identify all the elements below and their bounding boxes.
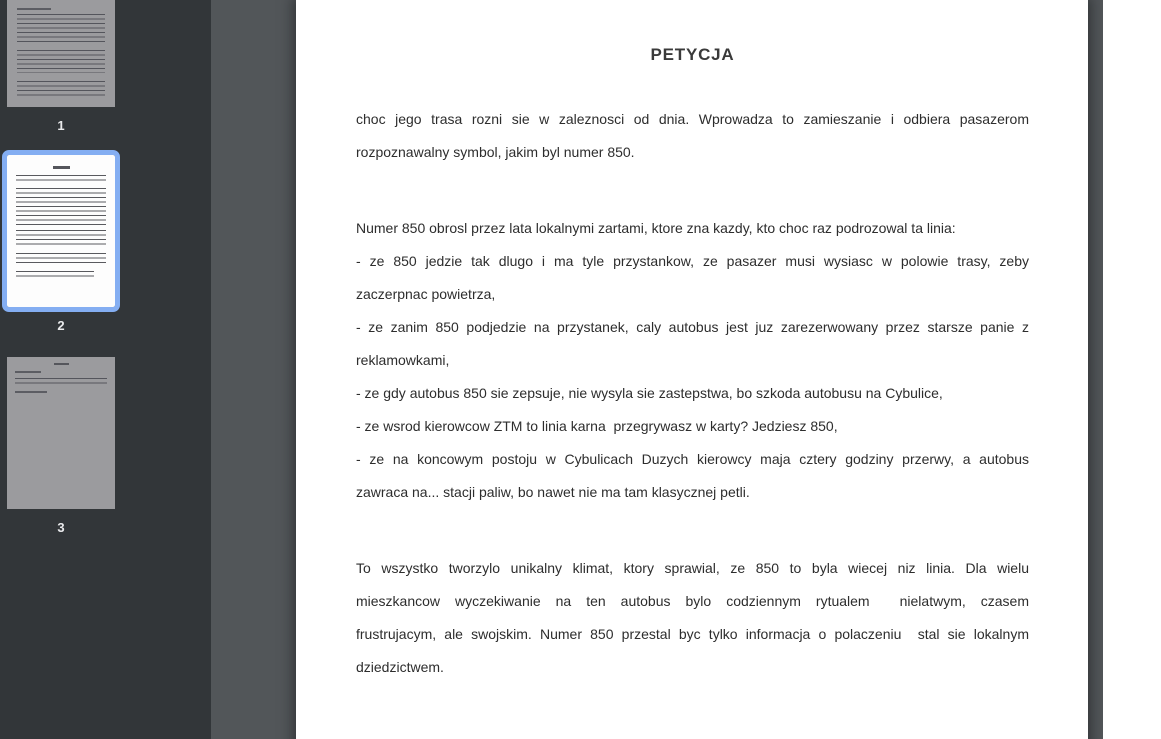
thumbnail-text-lines xyxy=(17,50,105,73)
page-thumbnail-3-preview xyxy=(7,357,115,509)
thumbnail-list xyxy=(7,0,115,536)
document-viewer-area[interactable] xyxy=(211,0,1103,739)
page-thumbnail-2[interactable] xyxy=(7,155,115,334)
thumbnail-text-lines xyxy=(15,378,107,385)
document-paragraph xyxy=(356,212,1029,509)
document-line: - ze zanim 850 podjedzie na przystanek, caly autobus jest juz zarezerwowany przez starsze panie z xyxy=(356,319,1029,335)
page-number-label-3: 3 xyxy=(57,520,65,535)
document-line: choc jego trasa rozni sie w zaleznosci od dnia. Wprowadza to zamieszanie i odbiera pasazerom xyxy=(356,111,1029,127)
document-line: To wszystko tworzylo unikalny klimat, ktory sprawial, ze 850 to byla wiecej niz linia. Dla wielu xyxy=(356,560,1029,576)
document-paragraph xyxy=(356,103,1029,169)
document-line: - ze 850 jedzie tak dlugo i ma tyle przystankow, ze pasazer musi wysiasc w polowie trasy, zeby xyxy=(356,253,1029,269)
document-line: reklamowkami, xyxy=(356,352,450,368)
document-line: mieszkancow wyczekiwanie na ten autobus bylo codziennym rytualem nielatwym, czasem xyxy=(356,593,1029,609)
thumbnail-text-lines xyxy=(16,188,106,225)
page-thumbnail-3[interactable] xyxy=(7,357,115,536)
thumbnail-text-lines xyxy=(17,0,105,3)
document-line: - ze gdy autobus 850 sie zepsuje, nie wysyla sie zastepstwa, bo szkoda autobusu na Cybulice, xyxy=(356,385,943,401)
document-paragraph xyxy=(356,552,1029,684)
page-number-label-2: 2 xyxy=(57,318,65,333)
document-line: dziedzictwem. xyxy=(356,659,444,675)
outside-window-area xyxy=(1103,0,1161,739)
document-body xyxy=(356,103,1029,684)
thumbnail-text-lines xyxy=(16,271,94,279)
thumbnail-text-lines xyxy=(17,14,105,42)
thumbnail-text-lines xyxy=(17,8,51,10)
document-line: rozpoznawalny symbol, jakim byl numer 850. xyxy=(356,144,635,160)
document-line: Numer 850 obrosl przez lata lokalnymi zartami, ktore zna kazdy, kto choc raz podrozowal ta linia: xyxy=(356,220,956,236)
thumbnail-text-lines xyxy=(17,81,105,97)
document-line: zawraca na... stacji paliw, bo nawet nie ma tam klasycznej petli. xyxy=(356,484,750,500)
page-thumbnail-2-preview xyxy=(7,155,115,307)
page-thumbnail-1[interactable] xyxy=(7,0,115,134)
document-line: frustrujacym, ale swojskim. Numer 850 przestal byc tylko informacja o polaczeniu stal sie lokalnym xyxy=(356,626,1029,642)
document-title: PETYCJA xyxy=(650,45,735,64)
thumbnail-text-lines xyxy=(15,391,47,393)
document-page-content xyxy=(296,0,1088,684)
document-line: - ze na koncowym postoju w Cybulicach Duzych kierowcy maja cztery godziny przerwy, a autobus xyxy=(356,451,1029,467)
thumbnail-sidebar[interactable] xyxy=(0,0,211,739)
document-page[interactable] xyxy=(296,0,1088,739)
page-thumbnail-1-preview xyxy=(7,0,115,107)
thumbnail-text-lines xyxy=(16,230,106,247)
document-line: - ze wsrod kierowcow ZTM to linia karna przegrywasz w karty? Jedziesz 850, xyxy=(356,418,838,434)
thumbnail-text-lines xyxy=(16,253,106,266)
thumbnail-text-lines xyxy=(16,175,106,183)
thumbnail-title-line xyxy=(54,363,69,365)
document-line: zaczerpnac powietrza, xyxy=(356,286,496,302)
thumbnail-text-lines xyxy=(15,371,41,373)
thumbnail-title-line xyxy=(53,166,70,169)
page-number-label-1: 1 xyxy=(57,118,65,133)
